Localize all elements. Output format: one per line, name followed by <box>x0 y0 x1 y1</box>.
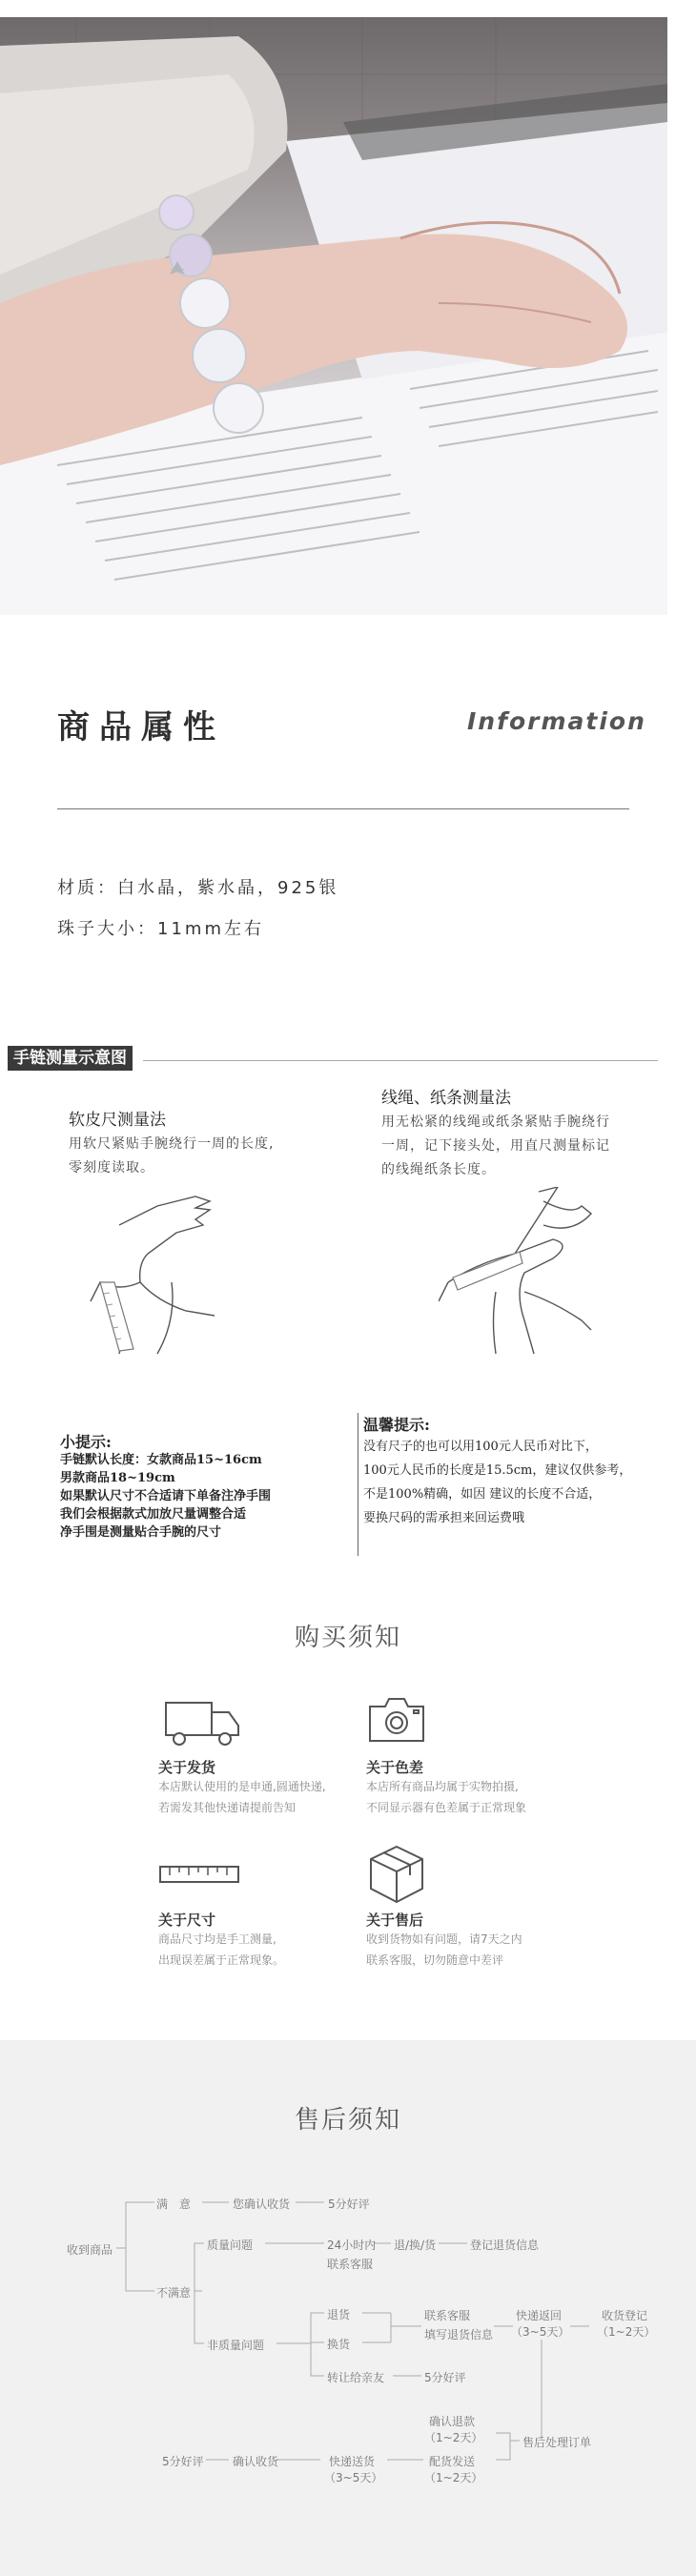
flow-node: 配货发送 <box>429 2455 476 2468</box>
ruler-icon <box>158 1864 240 1885</box>
flow-node: 您确认收货 <box>233 2198 291 2211</box>
truck-icon <box>164 1699 242 1747</box>
divider <box>57 808 629 809</box>
tape-measure-sketch <box>81 1187 224 1359</box>
camera-icon <box>366 1695 427 1745</box>
flow-node: 收到商品 <box>67 2243 113 2257</box>
tip-text: 手链默认长度：女款商品15~16cm 男款商品18~19cm 如果默认尺寸不合适请下单备注净手围 我们会根据款式加放尺量调整合适 净手围是测量贴合手腕的尺寸 <box>60 1453 272 1540</box>
box-icon <box>368 1845 425 1904</box>
method1-title: 软皮尺测量法 <box>69 1111 166 1130</box>
flow-node: （1~2天） <box>424 2431 483 2444</box>
flow-node: 确认收货 <box>233 2455 279 2468</box>
flow-node: 快递送货 <box>329 2455 376 2468</box>
flow-node: 联系客服 <box>424 2309 471 2322</box>
purchase-item-title: 关于售后 <box>366 1912 424 1929</box>
purchase-item-title: 关于发货 <box>158 1759 216 1776</box>
purchase-item-desc: 收到货物如有问题，请7天之内 联系客服，切勿随意中差评 <box>366 1932 522 1967</box>
purchase-item-desc: 本店所有商品均属于实物拍摄, 不同显示器有色差属于正常现象 <box>366 1780 527 1814</box>
flow-node: （3~5天） <box>324 2471 383 2484</box>
measurement-tag: 手链测量示意图 <box>8 1046 133 1071</box>
method1-desc: 用软尺紧贴手腕绕行一周的长度, 零刻度读取。 <box>69 1136 275 1176</box>
flow-node: 登记退货信息 <box>470 2239 540 2252</box>
attributes-title-en: Information <box>467 707 646 735</box>
attributes-title: 商品属性 <box>57 708 225 746</box>
flow-node: （1~2天） <box>424 2471 483 2484</box>
method2-desc: 用无松紧的线绳或纸条紧贴手腕绕行 一周，记下接头处，用直尺测量标记 的线绳纸条长度。 <box>381 1114 610 1177</box>
flow-node: 不满意 <box>156 2286 192 2300</box>
divider <box>143 1060 658 1061</box>
after-sales-title: 售后须知 <box>294 2106 401 2135</box>
flow-node: 5分好评 <box>162 2455 204 2468</box>
flow-node: 转让给亲友 <box>327 2371 385 2384</box>
flow-node: （3~5天） <box>511 2325 570 2339</box>
hero-product-photo <box>0 17 667 615</box>
purchase-item-title: 关于尺寸 <box>158 1912 216 1929</box>
flow-node: 确认退款 <box>429 2415 476 2428</box>
flow-node: 非质量问题 <box>207 2339 265 2352</box>
purchase-title: 购买须知 <box>294 1624 401 1652</box>
purchase-item-title: 关于色差 <box>366 1759 424 1776</box>
flow-node: 售后处理订单 <box>522 2436 592 2449</box>
material-row: 材质：白水晶，紫水晶，925银 <box>57 878 339 898</box>
flow-node: 换货 <box>327 2338 351 2351</box>
tip-title: 小提示: <box>60 1433 112 1451</box>
flow-node: 5分好评 <box>424 2371 466 2384</box>
flow-node: 满 意 <box>156 2198 192 2211</box>
flow-node: 联系客服 <box>327 2258 374 2271</box>
flow-node: 收货登记 <box>602 2309 648 2322</box>
bracelet-on-wrist-illustration <box>0 17 667 615</box>
warm-tip-text: 没有尺子的也可以用100元人民币对比下， 100元人民币的长度是15.5cm，建议仅供参考， 不是100%精确，如因 建议的长度不合适， 要换尺码的需承担来回运费哦 <box>363 1440 632 1525</box>
flow-node: 退/换/货 <box>394 2239 437 2252</box>
flow-node: 快递返回 <box>516 2309 563 2322</box>
flow-node: 24小时内 <box>327 2239 377 2252</box>
bead-size-row: 珠子大小：11mm左右 <box>57 919 264 939</box>
flow-node: 质量问题 <box>207 2239 254 2252</box>
flow-node: 填写退货信息 <box>424 2328 494 2341</box>
string-measure-sketch <box>439 1187 601 1359</box>
method2-title: 线绳、纸条测量法 <box>381 1089 511 1108</box>
warm-tip-title: 温馨提示: <box>363 1416 430 1434</box>
purchase-item-desc: 本店默认使用的是申通,圆通快递, 若需发其他快递请提前告知 <box>158 1780 326 1814</box>
flow-node: （1~2天） <box>597 2325 656 2339</box>
flow-node: 5分好评 <box>328 2198 370 2211</box>
flow-node: 退货 <box>327 2308 351 2321</box>
purchase-item-desc: 商品尺寸均是手工测量, 出现误差属于正常现象。 <box>158 1932 285 1967</box>
